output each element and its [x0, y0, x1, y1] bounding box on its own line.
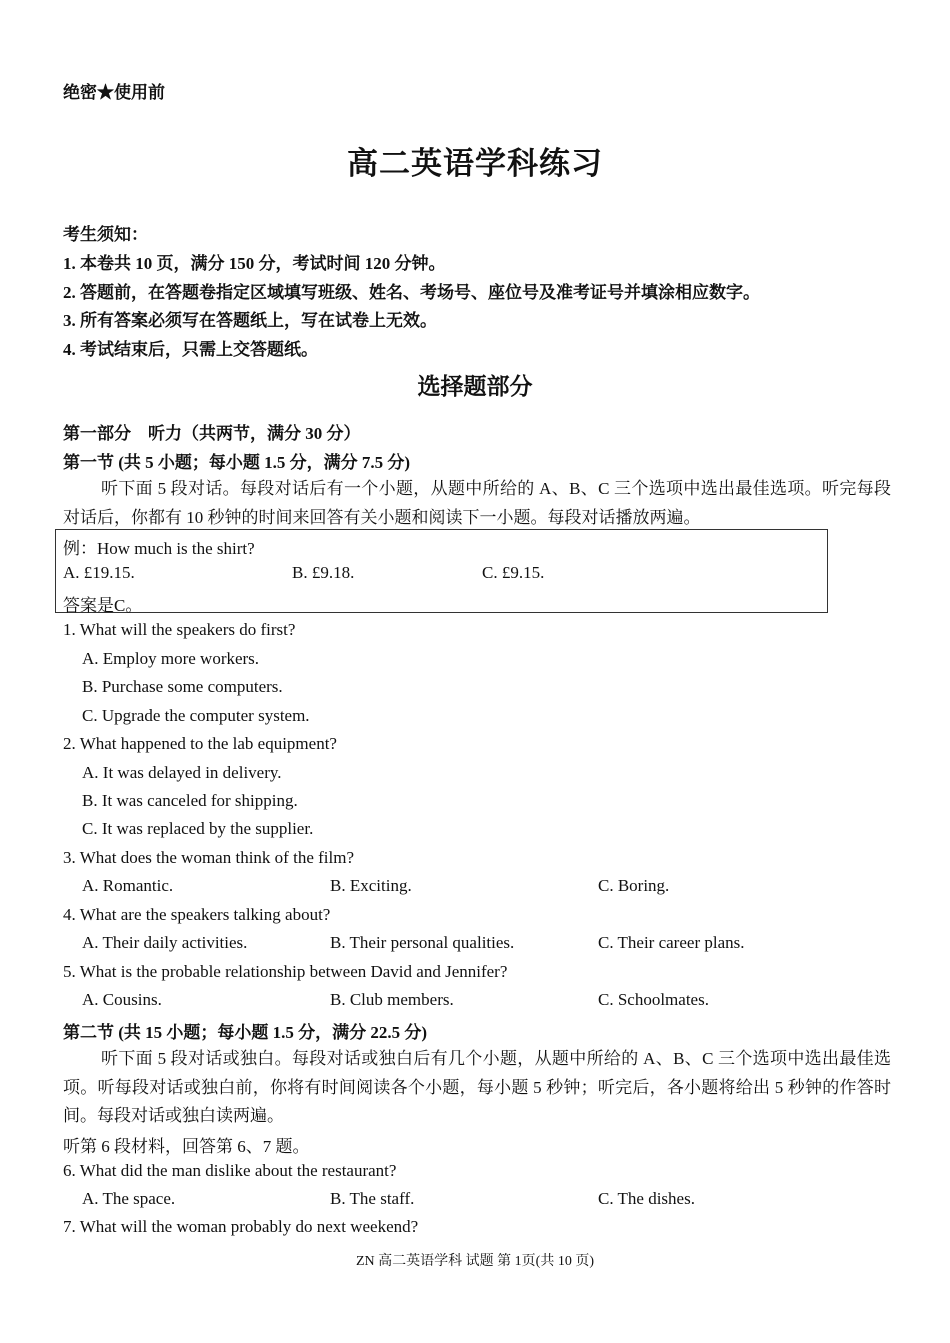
- section2-heading: 第二节 (共 15 小题；每小题 1.5 分，满分 22.5 分): [63, 1023, 428, 1042]
- section1-instructions: 听下面 5 段对话。每段对话后有一个小题，从题中所给的 A、B、C 三个选项中选出最佳选项。听完每段对话后，你都有 10 秒钟的时间来回答有关小题和阅读下一小题。每段对话播放两遍。: [63, 479, 891, 527]
- notice-item: 1. 本卷共 10 页，满分 150 分，考试时间 120 分钟。: [63, 254, 446, 273]
- example-answer: 答案是C。: [63, 596, 143, 615]
- option: C. Their career plans.: [598, 933, 745, 952]
- notice-heading: 考生须知：: [63, 225, 148, 244]
- section2-instructions: 听下面 5 段对话或独白。每段对话或独白后有几个小题，从题中所给的 A、B、C 三个选项中选出最佳选项。听每段对话或独白前，你将有时间阅读各个小题，每小题 5 秒钟；听完后，各小题将给出 5 秒钟的作答时间。每段对话或独白读两遍。: [63, 1049, 891, 1125]
- notice-item: 3. 所有答案必须写在答题纸上，写在试卷上无效。: [63, 311, 437, 330]
- option: A. Cousins.: [82, 990, 162, 1009]
- section1-heading: 第一节 (共 5 小题；每小题 1.5 分，满分 7.5 分): [63, 453, 411, 472]
- option: A. Their daily activities.: [82, 933, 248, 952]
- option: A. The space.: [82, 1189, 176, 1208]
- example-question: 例：How much is the shirt?: [63, 539, 255, 558]
- example-option: C. £9.15.: [482, 563, 545, 582]
- option: C. The dishes.: [598, 1189, 695, 1208]
- option: B. Club members.: [330, 990, 454, 1009]
- option: B. Their personal qualities.: [330, 933, 515, 952]
- option: C. It was replaced by the supplier.: [82, 819, 314, 838]
- notice-item: 4. 考试结束后，只需上交答题纸。: [63, 340, 318, 359]
- part-heading: 第一部分 听力（共两节，满分 30 分）: [63, 424, 361, 443]
- option: C. Boring.: [598, 876, 670, 895]
- question-text: 1. What will the speakers do first?: [63, 620, 296, 639]
- option: B. Exciting.: [330, 876, 412, 895]
- option: A. It was delayed in delivery.: [82, 763, 282, 782]
- page-footer: ZN 高二英语学科 试题 第 1页(共 10 页): [356, 1254, 594, 1269]
- material-note: 听第 6 段材料，回答第 6、7 题。: [63, 1137, 310, 1156]
- option: A. Employ more workers.: [82, 649, 260, 668]
- question-text: 2. What happened to the lab equipment?: [63, 734, 337, 753]
- example-option: A. £19.15.: [63, 563, 135, 582]
- question-text: 3. What does the woman think of the film?: [63, 848, 354, 867]
- option: B. Purchase some computers.: [82, 677, 283, 696]
- section-title: 选择题部分: [417, 374, 533, 399]
- option: A. Romantic.: [82, 876, 174, 895]
- question-text: 7. What will the woman probably do next weekend?: [63, 1217, 419, 1236]
- question-text: 6. What did the man dislike about the restaurant?: [63, 1161, 397, 1180]
- option: C. Schoolmates.: [598, 990, 709, 1009]
- option: C. Upgrade the computer system.: [82, 706, 310, 725]
- option: B. It was canceled for shipping.: [82, 791, 298, 810]
- option: B. The staff.: [330, 1189, 415, 1208]
- page-title: 高二英语学科练习: [347, 146, 603, 181]
- question-text: 5. What is the probable relationship between David and Jennifer?: [63, 962, 508, 981]
- confidential-label: 绝密★使用前: [63, 83, 165, 102]
- example-option: B. £9.18.: [292, 563, 355, 582]
- notice-item: 2. 答题前，在答题卷指定区域填写班级、姓名、考场号、座位号及准考证号并填涂相应数字。: [63, 283, 760, 302]
- question-text: 4. What are the speakers talking about?: [63, 905, 331, 924]
